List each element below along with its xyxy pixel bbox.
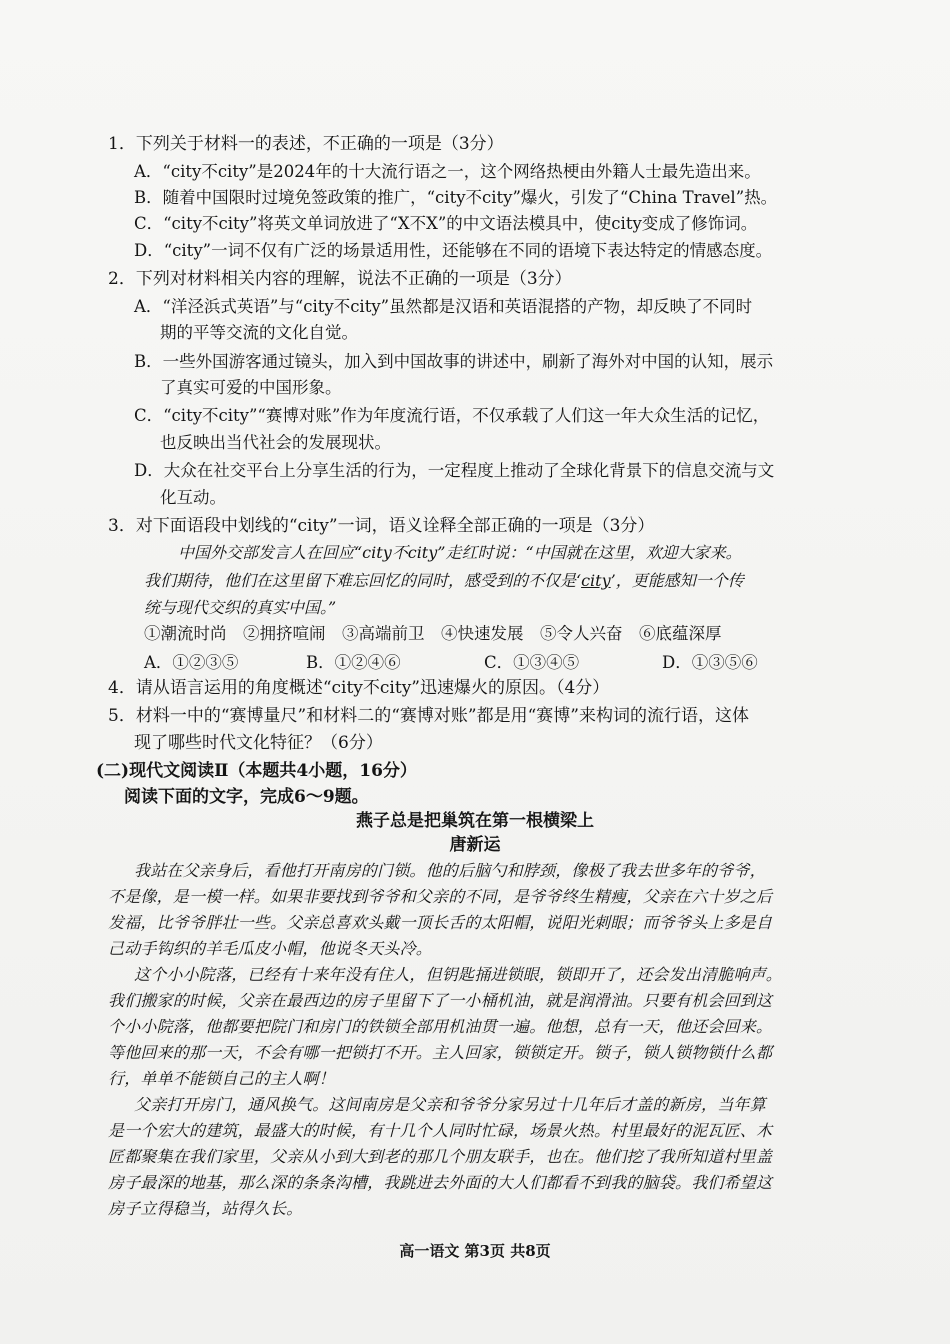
q2-option-a-line2: 期的平等交流的文化自觉。 (160, 323, 358, 342)
passage-line: 己动手钩织的羊毛瓜皮小帽，他说冬天头冷。 (108, 939, 433, 958)
passage-line: 这个小小院落，已经有十来年没有住人，但钥匙捅进锁眼，锁即开了，还会发出清脆响声。 (134, 965, 783, 984)
q1-option-d: D．“city”一词不仅有广泛的场景适用性，还能够在不同的语境下表达特定的情感态度。 (134, 241, 773, 260)
q1-option-c: C．“city不city”将英文单词放进了“X不X”的中文语法模具中，使city变成了修饰词。 (134, 214, 758, 233)
q2-option-b-line2: 了真实可爱的中国形象。 (160, 378, 342, 397)
passage-line: 我们搬家的时候，父亲在最西边的房子里留下了一小桶机油，就是润滑油。只要有机会回到这 (108, 991, 773, 1010)
section2-heading: (二)现代文阅读Ⅱ（本题共4小题，16分） (96, 761, 417, 781)
q3-choice-a: A．①②③⑤ (144, 653, 239, 672)
q3-underlined-word: city (581, 571, 611, 590)
q3-choice-c: C．①③④⑤ (484, 653, 580, 672)
q2-option-c-line2: 也反映出当代社会的发展现状。 (160, 433, 391, 452)
q5-stem-line2: 现了哪些时代文化特征？（6分） (134, 733, 383, 753)
passage-line: 我站在父亲身后，看他打开南房的门锁。他的后脑勺和脖颈，像极了我去世多年的爷爷， (134, 861, 766, 880)
passage-line: 不是像，是一模一样。如果非要找到爷爷和父亲的不同，是爷爷终生精瘦，父亲在六十岁之后 (108, 887, 773, 906)
q2-option-a-line1: A．“洋泾浜式英语”与“city不city”虽然都是汉语和英语混搭的产物，却反映了不同时 (134, 297, 753, 316)
passage-line: 是一个宏大的建筑，最盛大的时候，有十几个人同时忙碌，场景火热。村里最好的泥瓦匠、木 (108, 1121, 773, 1140)
q3-quote-line2-part1: 我们期待，他们在这里留下难忘回忆的同时，感受到的不仅是‘ (144, 571, 582, 590)
q2-option-b-line1: B．一些外国游客通过镜头，加入到中国故事的讲述中，刷新了海外对中国的认知，展示 (134, 352, 774, 371)
q3-meaning-items: ①潮流时尚 ②拥挤喧闹 ③高端前卫 ④快速发展 ⑤令人兴奋 ⑥底蕴深厚 (144, 624, 722, 643)
q1-option-b: B．随着中国限时过境免签政策的推广，“city不city”爆火，引发了“China Travel”热。 (134, 188, 778, 207)
passage-line: 发福，比爷爷胖壮一些。父亲总喜欢头戴一顶长舌的太阳帽，说阳光刺眼；而爷爷头上多是自 (108, 913, 773, 932)
q2-option-c-line1: C．“city不city”“赛博对账”作为年度流行语，不仅承载了人们这一年大众生活的记忆， (134, 406, 770, 425)
q2-option-d-line1: D．大众在社交平台上分享生活的行为，一定程度上推动了全球化背景下的信息交流与文 (134, 461, 775, 480)
passage-line: 匠都聚集在我们家里，父亲从小到大到老的那几个朋友联手，也在。他们挖了我所知道村里盖 (108, 1147, 773, 1166)
q3-quote-line2-part2: ’，更能感知一个传 (610, 571, 744, 590)
q3-quote-line1: 中国外交部发言人在回应“city不city”走红时说：“中国就在这里，欢迎大家来。 (178, 543, 742, 562)
passage-line: 父亲打开房门，通风换气。这间南房是父亲和爷爷分家另过十几年后才盖的新房，当年算 (134, 1095, 766, 1114)
passage-author: 唐新运 (449, 835, 501, 855)
passage-line: 个小小院落，他都要把院门和房门的铁锁全部用机油贯一遍。他想，总有一天，他还会回来。 (108, 1017, 773, 1036)
passage-line: 房子最深的地基，那么深的条条沟槽，我跳进去外面的大人们都看不到我的脑袋。我们希望这 (108, 1173, 773, 1192)
q2-stem: 2．下列对材料相关内容的理解，说法不正确的一项是（3分） (108, 269, 572, 289)
q3-choice-d: D．①③⑤⑥ (662, 653, 758, 672)
passage-line: 等他回来的那一天，不会有哪一把锁打不开。主人回家，锁锁定开。锁子，锁人锁物锁什么都 (108, 1043, 773, 1062)
q3-stem: 3．对下面语段中划线的“city”一词，语义诠释全部正确的一项是（3分） (108, 516, 655, 536)
q1-stem: 1．下列关于材料一的表述，不正确的一项是（3分） (108, 134, 504, 154)
q1-option-a: A．“city不city”是2024年的十大流行语之一，这个网络热梗由外籍人士最先造出来。 (134, 162, 761, 181)
q2-option-d-line2: 化互动。 (160, 488, 226, 507)
section2-instruction: 阅读下面的文字，完成6～9题。 (124, 787, 369, 807)
q3-quote-line3: 统与现代交织的真实中国。” (144, 598, 337, 617)
q5-stem-line1: 5．材料一中的“赛博量尺”和材料二的“赛博对账”都是用“赛博”来构词的流行语，这体 (108, 706, 749, 726)
q4-stem: 4．请从语言运用的角度概述“city不city”迅速爆火的原因。（4分） (108, 678, 610, 698)
q3-quote-line2 (144, 570, 744, 592)
page-footer: 高一语文 第3页 共8页 (399, 1242, 551, 1260)
passage-line: 行，单单不能锁自己的主人啊！ (108, 1069, 335, 1088)
q3-choice-b: B．①②④⑥ (306, 653, 401, 672)
passage-title: 燕子总是把巢筑在第一根横梁上 (356, 811, 594, 831)
passage-line: 房子立得稳当，站得久长。 (108, 1199, 303, 1218)
